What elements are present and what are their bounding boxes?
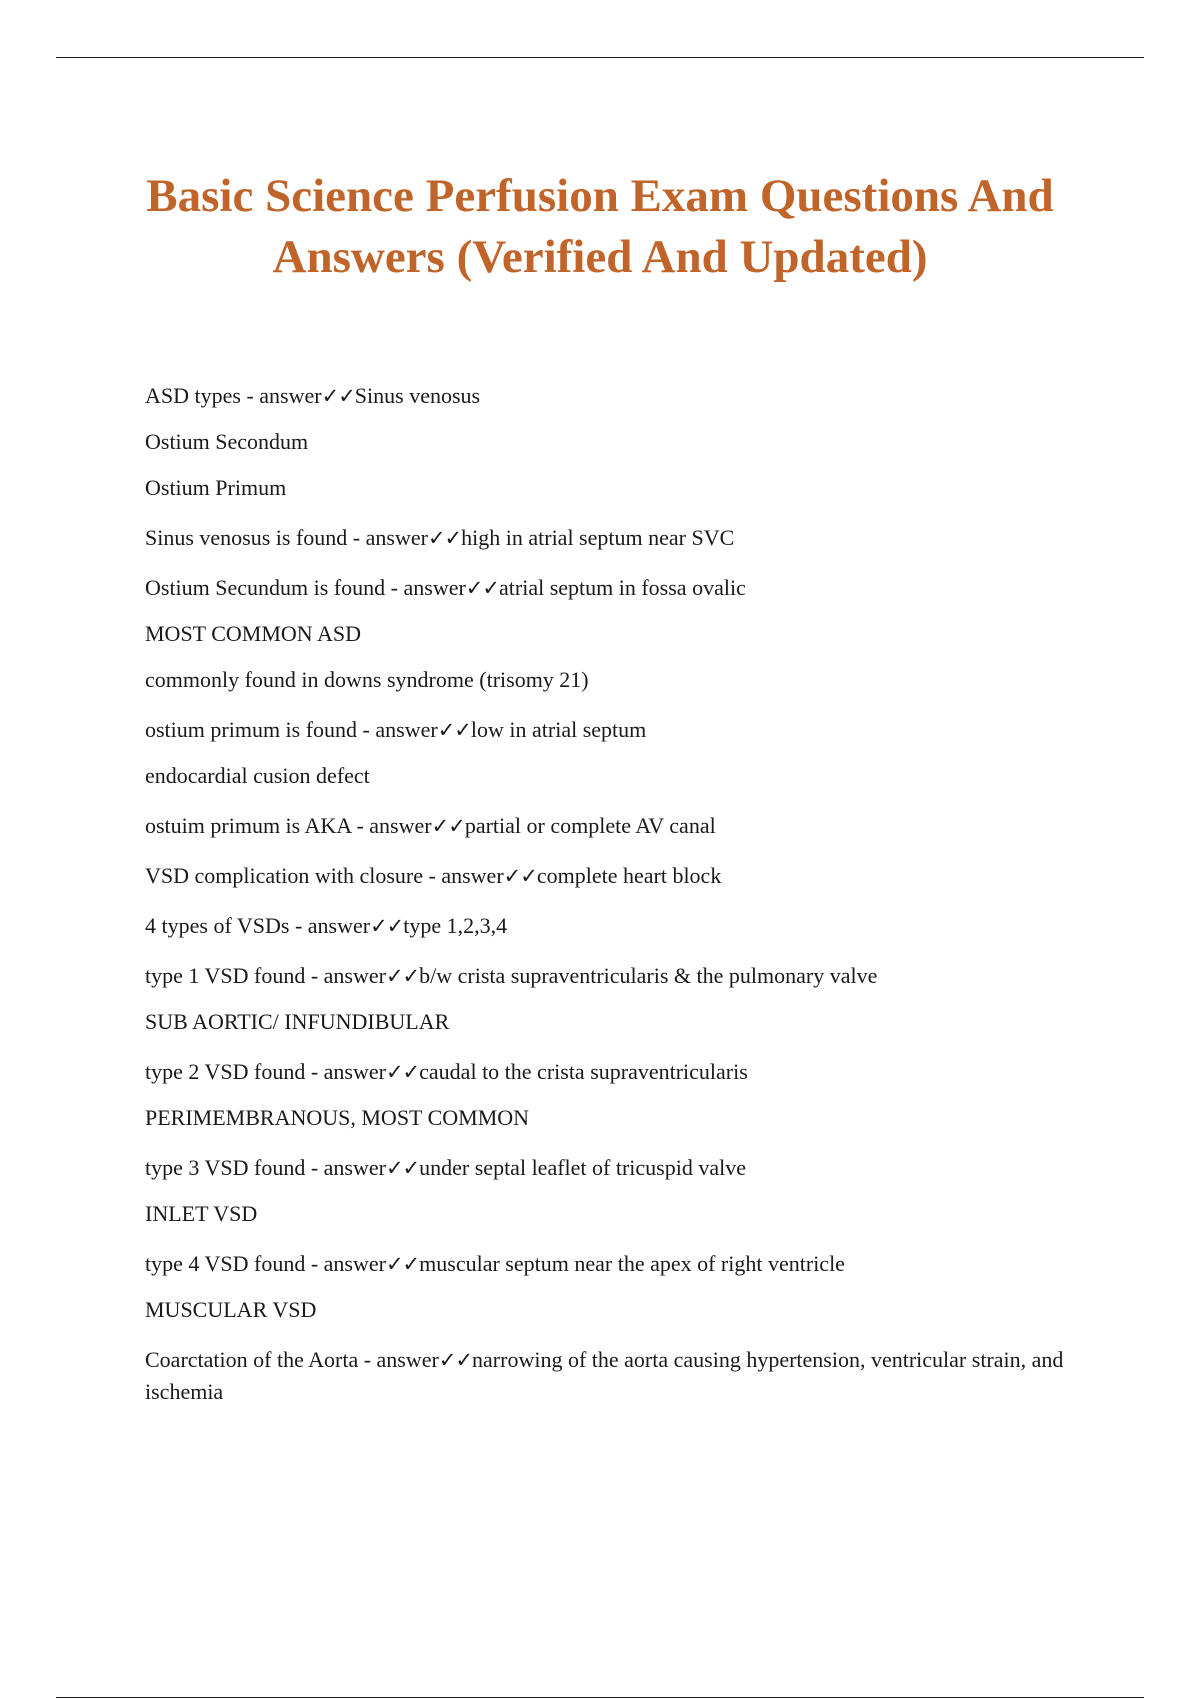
question-text: VSD complication with closure - answer (145, 863, 504, 888)
note-line: Ostium Secondum (145, 429, 309, 454)
double-check-icon: ✓✓ (385, 1060, 420, 1084)
qa-line (145, 380, 1075, 412)
answer-text: high in atrial septum near SVC (461, 525, 735, 550)
question-text: ostuim primum is AKA - answer (145, 813, 432, 838)
note-line: commonly found in downs syndrome (trisomy 21) (145, 667, 589, 692)
double-check-icon: ✓✓ (385, 964, 420, 988)
qa-line (145, 1248, 1075, 1280)
answer-text: atrial septum in fossa ovalic (499, 575, 746, 600)
question-text: Sinus venosus is found - answer (145, 525, 428, 550)
question-text: type 4 VSD found - answer (145, 1251, 386, 1276)
double-check-icon: ✓✓ (427, 526, 462, 550)
question-text: ostium primum is found - answer (145, 717, 438, 742)
note-line: PERIMEMBRANOUS, MOST COMMON (145, 1105, 530, 1130)
qa-line (145, 1152, 1075, 1184)
answer-text: low in atrial septum (470, 717, 647, 742)
qa-line (145, 714, 1075, 746)
question-text: Ostium Secundum is found - answer (145, 575, 466, 600)
qa-line (145, 860, 1075, 892)
answer-text: complete heart block (536, 863, 722, 888)
double-check-icon: ✓✓ (465, 576, 499, 600)
qa-line (145, 572, 1075, 604)
answer-text: Sinus venosus (354, 383, 481, 408)
answer-text: muscular septum near the apex of right ventricle (419, 1251, 845, 1276)
answer-text: caudal to the crista supraventricularis (419, 1059, 748, 1084)
qa-line (145, 1344, 1075, 1408)
double-check-icon: ✓✓ (385, 1156, 420, 1180)
answer-text: b/w crista supraventricularis & the pulmonary valve (419, 963, 878, 988)
answer-text: partial or complete AV canal (464, 813, 716, 838)
question-text: type 2 VSD found - answer (145, 1059, 386, 1084)
answer-text: under septal leaflet of tricuspid valve (419, 1155, 746, 1180)
qa-line (145, 960, 1075, 992)
question-text: type 1 VSD found - answer (145, 963, 386, 988)
double-check-icon: ✓✓ (503, 864, 537, 888)
note-line: INLET VSD (145, 1201, 258, 1226)
note-line: SUB AORTIC/ INFUNDIBULAR (145, 1009, 450, 1034)
double-check-icon: ✓✓ (437, 718, 471, 742)
qa-line (145, 522, 1075, 554)
double-check-icon: ✓✓ (321, 384, 355, 408)
question-text: type 3 VSD found - answer (145, 1155, 386, 1180)
qa-list (145, 380, 1075, 1408)
note-line: MOST COMMON ASD (145, 621, 361, 646)
question-text: Coarctation of the Aorta - answer (145, 1347, 439, 1372)
qa-line (145, 810, 1075, 842)
question-text: ASD types - answer (145, 383, 322, 408)
double-check-icon: ✓✓ (370, 914, 404, 938)
bottom-rule (56, 1697, 1144, 1698)
document-title: Basic Science Perfusion Exam Questions And Answers (Verified And Updated) (146, 170, 1054, 283)
top-rule (56, 57, 1144, 58)
note-line: endocardial cusion defect (145, 763, 370, 788)
question-text: 4 types of VSDs - answer (145, 913, 371, 938)
double-check-icon: ✓✓ (431, 814, 465, 838)
double-check-icon: ✓✓ (438, 1348, 473, 1372)
answer-text: type 1,2,3,4 (403, 913, 508, 938)
double-check-icon: ✓✓ (385, 1252, 420, 1276)
qa-line (145, 910, 1075, 942)
note-line: Ostium Primum (145, 475, 287, 500)
answer-text: narrowing of the aorta causing hypertension, ventricular strain, and ischemia (145, 1347, 1064, 1404)
qa-line (145, 1056, 1075, 1088)
note-line: MUSCULAR VSD (145, 1297, 317, 1322)
